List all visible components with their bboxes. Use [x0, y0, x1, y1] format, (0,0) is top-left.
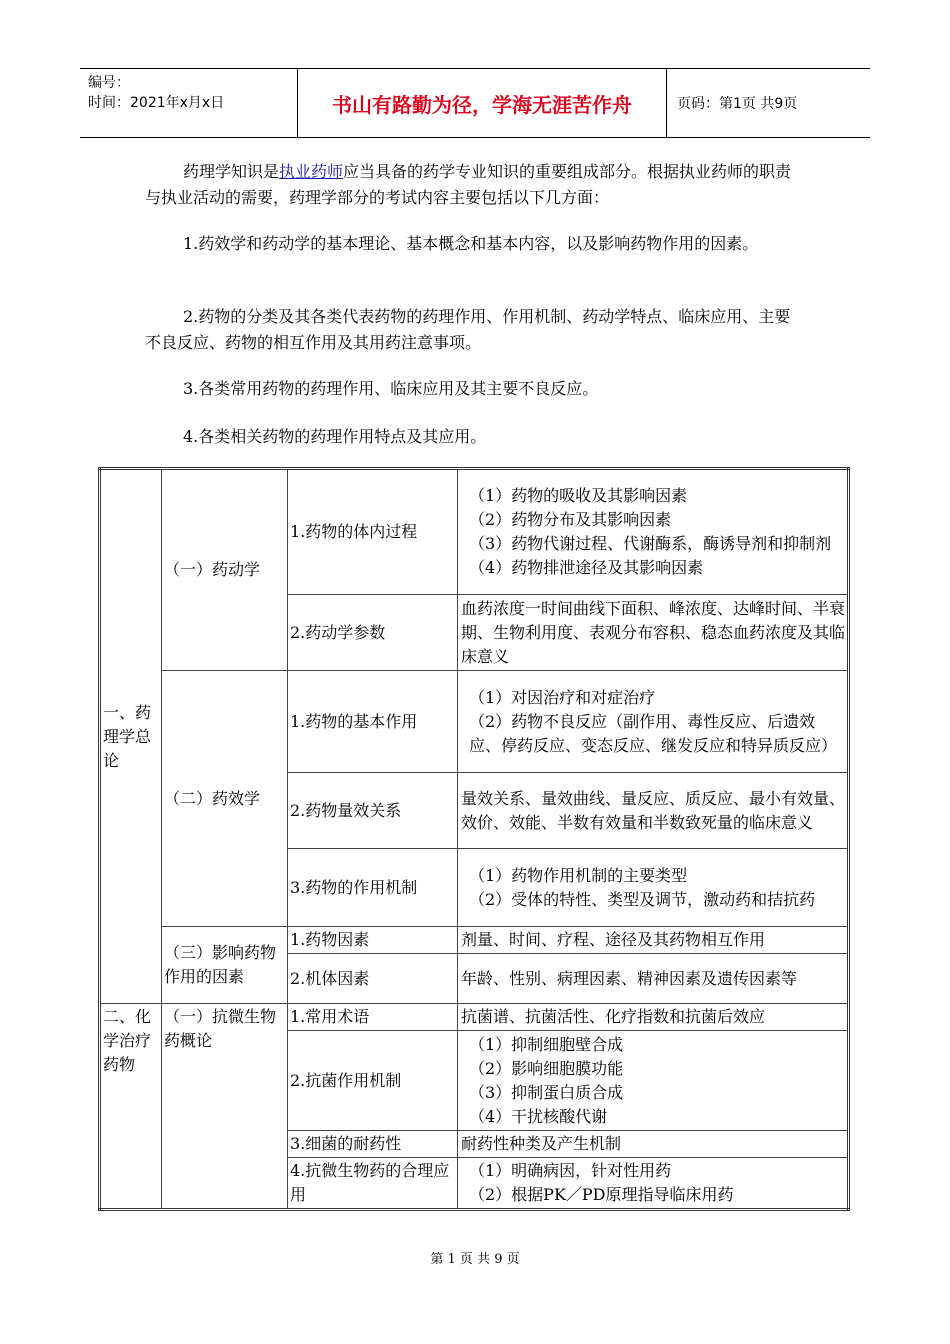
list-item: （3）药物代谢过程、代谢酶系，酶诱导剂和抑制剂	[469, 534, 832, 553]
content-cell: 血药浓度一时间曲线下面积、峰浓度、达峰时间、半衰期、生物利用度、表观分布容积、稳态血药浓度及其临床意义	[458, 595, 849, 671]
intro-text-start: 药理学知识是	[183, 162, 280, 181]
pharmacist-link[interactable]: 执业药师	[279, 162, 344, 181]
list-item: （3）抑制蛋白质合成	[469, 1082, 624, 1102]
content-cell	[458, 671, 849, 773]
topic-cell: 4.抗微生物药的合理应用	[288, 1158, 458, 1210]
topic-cell: 1.常用术语	[288, 1004, 458, 1031]
list-item: （2）根据PK／PD原理指导临床用药	[469, 1185, 734, 1204]
content-cell: 耐药性种类及产生机制	[458, 1131, 849, 1158]
topic-cell: 3.细菌的耐药性	[288, 1131, 458, 1158]
item-3: 3.各类常用药物的药理作用、临床应用及其主要不良反应。	[183, 379, 599, 398]
list-item: （4）药物排泄途径及其影响因素	[469, 558, 704, 577]
section-influencing-factors: （三）影响药物作用的因素	[162, 927, 288, 1004]
syllabus-table	[98, 467, 850, 1211]
list-item: （2）受体的特性、类型及调节，激动药和拮抗药	[469, 889, 816, 909]
topic-cell: 3.药物的作用机制	[288, 849, 458, 927]
section-pharmacodynamics: （二）药效学	[162, 671, 288, 927]
intro-paragraph	[145, 159, 805, 211]
topic-cell: 1.药物因素	[288, 927, 458, 954]
list-item: （1）明确病因，针对性用药	[469, 1161, 672, 1180]
table-row	[100, 927, 849, 954]
section-antimicrobial-overview: （一）抗微生物药概论	[162, 1004, 288, 1210]
content-cell	[458, 1158, 849, 1210]
list-item: （2）药物不良反应（副作用、毒性反应、后遗效应、停药反应、变态反应、继发反应和特异质反应）	[469, 711, 838, 755]
header-meta	[80, 69, 298, 137]
topic-cell: 1.药物的体内过程	[288, 469, 458, 595]
content-cell: 剂量、时间、疗程、途径及其药物相互作用	[458, 927, 849, 954]
page-header	[80, 68, 870, 138]
list-item: （1）药物的吸收及其影响因素	[469, 486, 688, 505]
content-cell	[458, 1031, 849, 1131]
content-cell: 抗菌谱、抗菌活性、化疗指数和抗菌后效应	[458, 1004, 849, 1031]
table-row	[100, 671, 849, 773]
part-1-cell: 一、药理学总论	[100, 469, 162, 1004]
content-cell	[458, 849, 849, 927]
topic-cell: 2.药物量效关系	[288, 773, 458, 849]
table-row	[100, 1004, 849, 1031]
topic-cell: 2.药动学参数	[288, 595, 458, 671]
list-item: （1）抑制细胞壁合成	[469, 1034, 624, 1054]
intro-text-end: 应当具备的药学专业知识的重要组成部分。根据执业药师的职责与执业活动的需要，药理学部分的考试内容主要包括以下几方面：	[145, 162, 792, 207]
time-label: 时间：2021年x月x日	[88, 95, 225, 111]
section-pharmacokinetics: （一）药动学	[162, 469, 288, 671]
list-item: （2）影响细胞膜功能	[469, 1058, 624, 1078]
list-item: （1）对因治疗和对症治疗	[469, 687, 656, 707]
topic-cell: 2.机体因素	[288, 954, 458, 1004]
table-row	[100, 469, 849, 595]
page-footer: 第 1 页 共 9 页	[430, 1252, 520, 1267]
item-1: 1.药效学和药动学的基本理论、基本概念和基本内容，以及影响药物作用的因素。	[183, 234, 759, 253]
topic-cell: 1.药物的基本作用	[288, 671, 458, 773]
content-cell: 量效关系、量效曲线、量反应、质反应、最小有效量、效价、效能、半数有效量和半数致死量的临床意义	[458, 773, 849, 849]
number-label: 编号：	[88, 75, 130, 91]
list-item: （2）药物分布及其影响因素	[469, 510, 672, 529]
item-2: 2.药物的分类及其各类代表药物的药理作用、作用机制、药动学特点、临床应用、主要不良反应、药物的相互作用及其用药注意事项。	[145, 307, 791, 352]
list-item: （4）干扰核酸代谢	[469, 1106, 608, 1126]
list-item: （1）药物作用机制的主要类型	[469, 865, 688, 885]
content-cell	[458, 469, 849, 595]
part-2-cell: 二、化学治疗药物	[100, 1004, 162, 1210]
header-page-info: 页码：第1页 共9页	[677, 96, 798, 112]
topic-cell: 2.抗菌作用机制	[288, 1031, 458, 1131]
header-motto: 书山有路勤为径，学海无涯苦作舟	[298, 69, 667, 137]
content-cell: 年龄、性别、病理因素、精神因素及遗传因素等	[458, 954, 849, 1004]
item-4: 4.各类相关药物的药理作用特点及其应用。	[183, 427, 487, 446]
